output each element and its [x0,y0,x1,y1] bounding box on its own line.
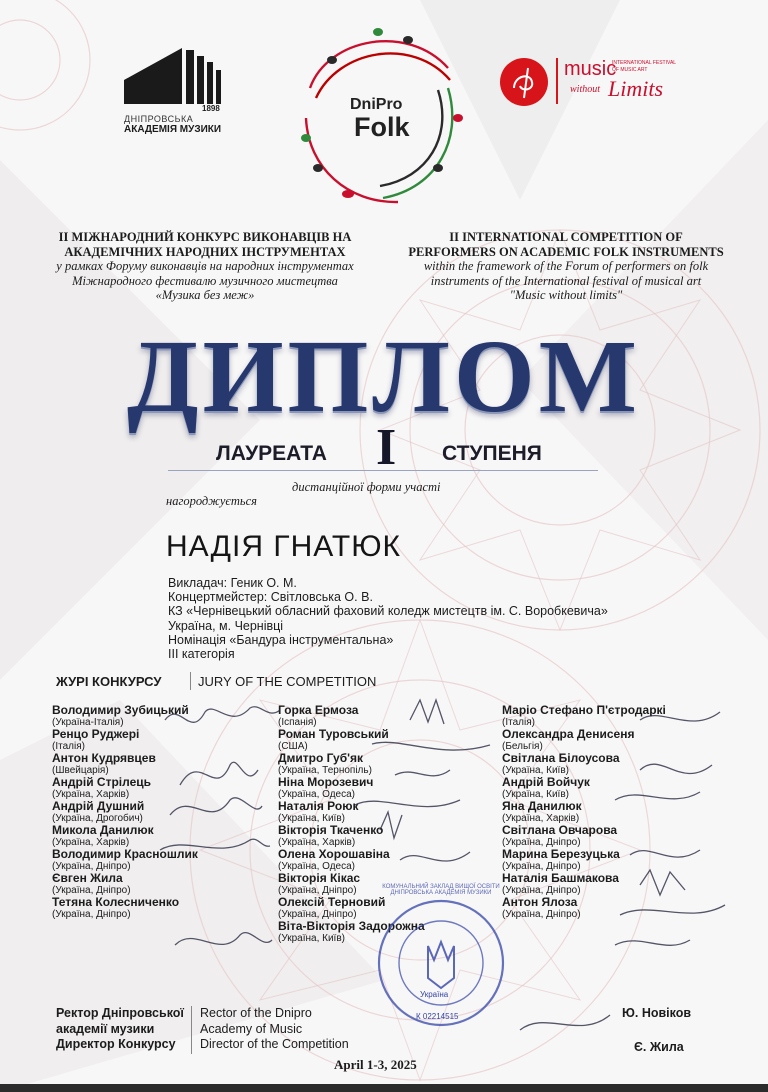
jury-member [502,704,732,728]
jury-country: (Україна, Дніпро) [502,909,581,920]
jury-name: Наталія Роюк [278,799,359,813]
official-seal [376,884,506,1028]
jury-country: (Бельгія) [502,741,543,752]
jury-heading-en: JURY OF THE COMPETITION [198,674,377,689]
header-ua-line1: II МІЖНАРОДНИЙ КОНКУРС ВИКОНАВЦІВ НА [58,230,352,244]
jury-country: (Україна, Дрогобич) [52,813,143,824]
jury-country: (Україна, Київ) [502,765,569,776]
jury-name: Тетяна Колесниченко [52,895,180,909]
recipient-details [168,576,608,661]
jury-country: (Україна, Одеса) [278,861,355,872]
seal-code: К 02214515 [416,1012,459,1021]
academy-logo [120,40,232,136]
jury-member [502,896,732,920]
jury-member [52,896,272,920]
jury-name: Володимир Красношлик [52,847,198,861]
rector-title-ua-2: академії музики [56,1021,155,1036]
jury-name: Горка Ермоза [278,703,359,717]
nomination: Номінація «Бандура інструментальна» [168,632,394,647]
piano-keys-icon [120,40,232,106]
jury-heading-divider [190,672,191,690]
jury-member [52,800,272,824]
jury-name: Олександра Денисеня [502,727,635,741]
jury-member [502,776,732,800]
header-ua-line2: АКАДЕМІЧНИХ НАРОДНИХ ІНСТРУМЕНТАХ [64,244,346,259]
jury-name: Євген Жила [52,871,123,885]
jury-member [278,776,498,800]
jury-name: Андрій Стрілець [52,775,152,789]
participation-form: дистанційної форми участі [292,480,441,494]
jury-country: (Україна, Дніпро) [278,885,357,896]
degree-numeral: I [376,419,397,476]
teacher: Викладач: Геник О. М. [168,576,297,590]
director-name: Є. Жила [634,1040,684,1054]
laureate-label: ЛАУРЕАТА [216,442,327,465]
jury-name: Маріо Стефано П'єтродаркі [502,703,666,717]
jury-member [52,704,272,728]
header-en-line2: PERFORMERS ON ACADEMIC FOLK INSTRUMENTS [408,244,724,259]
header-ua-line3: у рамках Форуму виконавців на народних інструментах [56,259,354,273]
jury-country: (Україна, Київ) [278,933,345,944]
music-without-limits-logo [500,58,700,108]
header-en [384,230,748,303]
mwl-tag1: INTERNATIONAL FESTIVAL [612,60,677,66]
jury-country: (Україна, Харків) [502,813,580,824]
jury-member [502,872,732,896]
location: Україна, м. Чернівці [168,618,284,633]
jury-heading-ua: ЖУРІ КОНКУРСУ [56,674,162,689]
jury-name: Віта-Вікторія Задорожна [278,919,425,933]
jury-country: (Україна, Київ) [278,813,345,824]
jury-name: Роман Туровський [278,727,389,741]
jury-country: (Італія) [502,717,535,728]
footer-en [200,1006,349,1053]
jury-country: (Україна, Одеса) [278,789,355,800]
jury-name: Дмитро Губ'як [278,751,363,765]
academy-name-line1: ДНІПРОВСЬКА [124,114,194,124]
jury-name: Олена Хорошавіна [278,847,390,861]
jury-name: Наталія Башмакова [502,871,619,885]
rector-title-en-2: Academy of Music [200,1021,303,1036]
jury-country: (США) [278,741,308,752]
bottom-bar [0,1084,768,1092]
mwl-word2: Limits [608,76,664,101]
jury-country: (Україна, Харків) [52,789,130,800]
jury-name: Володимир Зубицький [52,703,189,717]
jury-member [502,752,732,776]
academy-name-line2: АКАДЕМІЯ МУЗИКИ [124,124,222,135]
mwl-brand: music [564,58,617,80]
trident-icon [376,898,506,1028]
recipient-name: НАДІЯ ГНАТЮК [166,530,402,563]
jury-name: Антон Ялоза [502,895,578,909]
mwl-tag2: OF MUSIC ART [612,67,648,73]
jury-member [278,728,498,752]
awarded-label: нагороджується [166,494,257,508]
header-ua-line4: Міжнародного фестивалю музичного мистецтва [72,273,338,288]
jury-member [52,752,272,776]
jury-country: (Україна, Дніпро) [52,861,131,872]
jury-name: Світлана Овчарова [502,823,618,837]
dnipro-folk-logo [288,18,474,214]
jury-name: Марина Березуцька [502,847,620,861]
jury-country: (Іспанія) [278,717,317,728]
accompanist: Концертмейстер: Світловська О. В. [168,590,373,605]
institution: КЗ «Чернівецький обласний фаховий коледж мистецтв ім. С. Воробкевича» [168,604,608,619]
footer-divider [191,1006,192,1054]
director-title-ua: Директор Конкурсу [56,1037,176,1051]
category: III категорія [168,647,235,662]
jury-name: Олексій Терновий [278,895,386,909]
jury-country: (Україна, Харків) [278,837,356,848]
jury-name: Микола Данилюк [52,823,154,837]
jury-country: (Україна, Дніпро) [502,885,581,896]
dnipro-folk-line2: Folk [354,112,410,142]
header-ua [20,230,390,303]
mwl-divider [556,58,558,104]
jury-name: Вікторія Кікас [278,871,361,885]
jury-column-1 [52,704,272,920]
rector-title-ua-1: Ректор Дніпровської [56,1006,184,1020]
header-ua-line5: «Музика без меж» [155,288,255,302]
jury-member [52,848,272,872]
jury-country: (Італія) [52,741,85,752]
dnipro-folk-line1: DniPro [350,96,403,113]
jury-member [278,752,498,776]
academy-year: 1898 [202,104,220,113]
seal-country: Україна [420,990,449,999]
jury-country: (Україна, Харків) [52,837,130,848]
jury-member [502,848,732,872]
jury-country: (Україна, Дніпро) [52,885,131,896]
jury-column-3 [502,704,732,920]
jury-name: Ніна Морозевич [278,775,374,789]
jury-country: (Україна, Дніпро) [502,837,581,848]
mwl-word1: without [570,84,601,95]
jury-name: Антон Кудрявцев [52,751,156,765]
jury-member [278,800,498,824]
jury-name: Вікторія Ткаченко [278,823,384,837]
rector-title-en-1: Rector of the Dnipro [200,1006,312,1020]
jury-name: Світлана Білоусова [502,751,620,765]
jury-member [52,728,272,752]
treble-clef-icon [500,58,548,106]
jury-country: (Швейцарія) [52,765,109,776]
jury-member [278,704,498,728]
jury-country: (Україна, Тернопіль) [278,765,372,776]
jury-member [52,824,272,848]
jury-member [278,848,498,872]
jury-member [278,824,498,848]
seal-text: КОМУНАЛЬНИЙ ЗАКЛАД ВИЩОЇ ОСВІТИ ДНІПРОВСЬКА АКАДЕМІЯ МУЗИКИ [382,884,500,896]
jury-name: Яна Данилюк [502,799,582,813]
jury-member [52,776,272,800]
diploma-title: ДИПЛОМ [127,319,641,434]
header-en-line5: "Music without limits" [509,288,623,302]
jury-country: (Україна, Дніпро) [502,861,581,872]
jury-name: Андрій Войчук [502,775,590,789]
director-title-en: Director of the Competition [200,1037,349,1051]
header-en-line1: II INTERNATIONAL COMPETITION OF [449,230,683,244]
jury-name: Андрій Душний [52,799,145,813]
jury-member [502,824,732,848]
footer-ua [56,1006,184,1053]
jury-country: (Україна-Італія) [52,717,124,728]
grade-label: СТУПЕНЯ [442,442,542,465]
jury-member [502,728,732,752]
header-en-line3: within the framework of the Forum of performers on folk [423,259,709,273]
jury-country: (Україна, Дніпро) [52,909,131,920]
jury-country: (Україна, Дніпро) [278,909,357,920]
jury-name: Ренцо Руджері [52,727,140,741]
header-en-line4: instruments of the International festival of musical art [430,273,702,288]
event-date: April 1-3, 2025 [334,1057,417,1072]
jury-country: (Україна, Київ) [502,789,569,800]
jury-member [52,872,272,896]
jury-member [502,800,732,824]
rector-name: Ю. Новіков [622,1006,692,1020]
